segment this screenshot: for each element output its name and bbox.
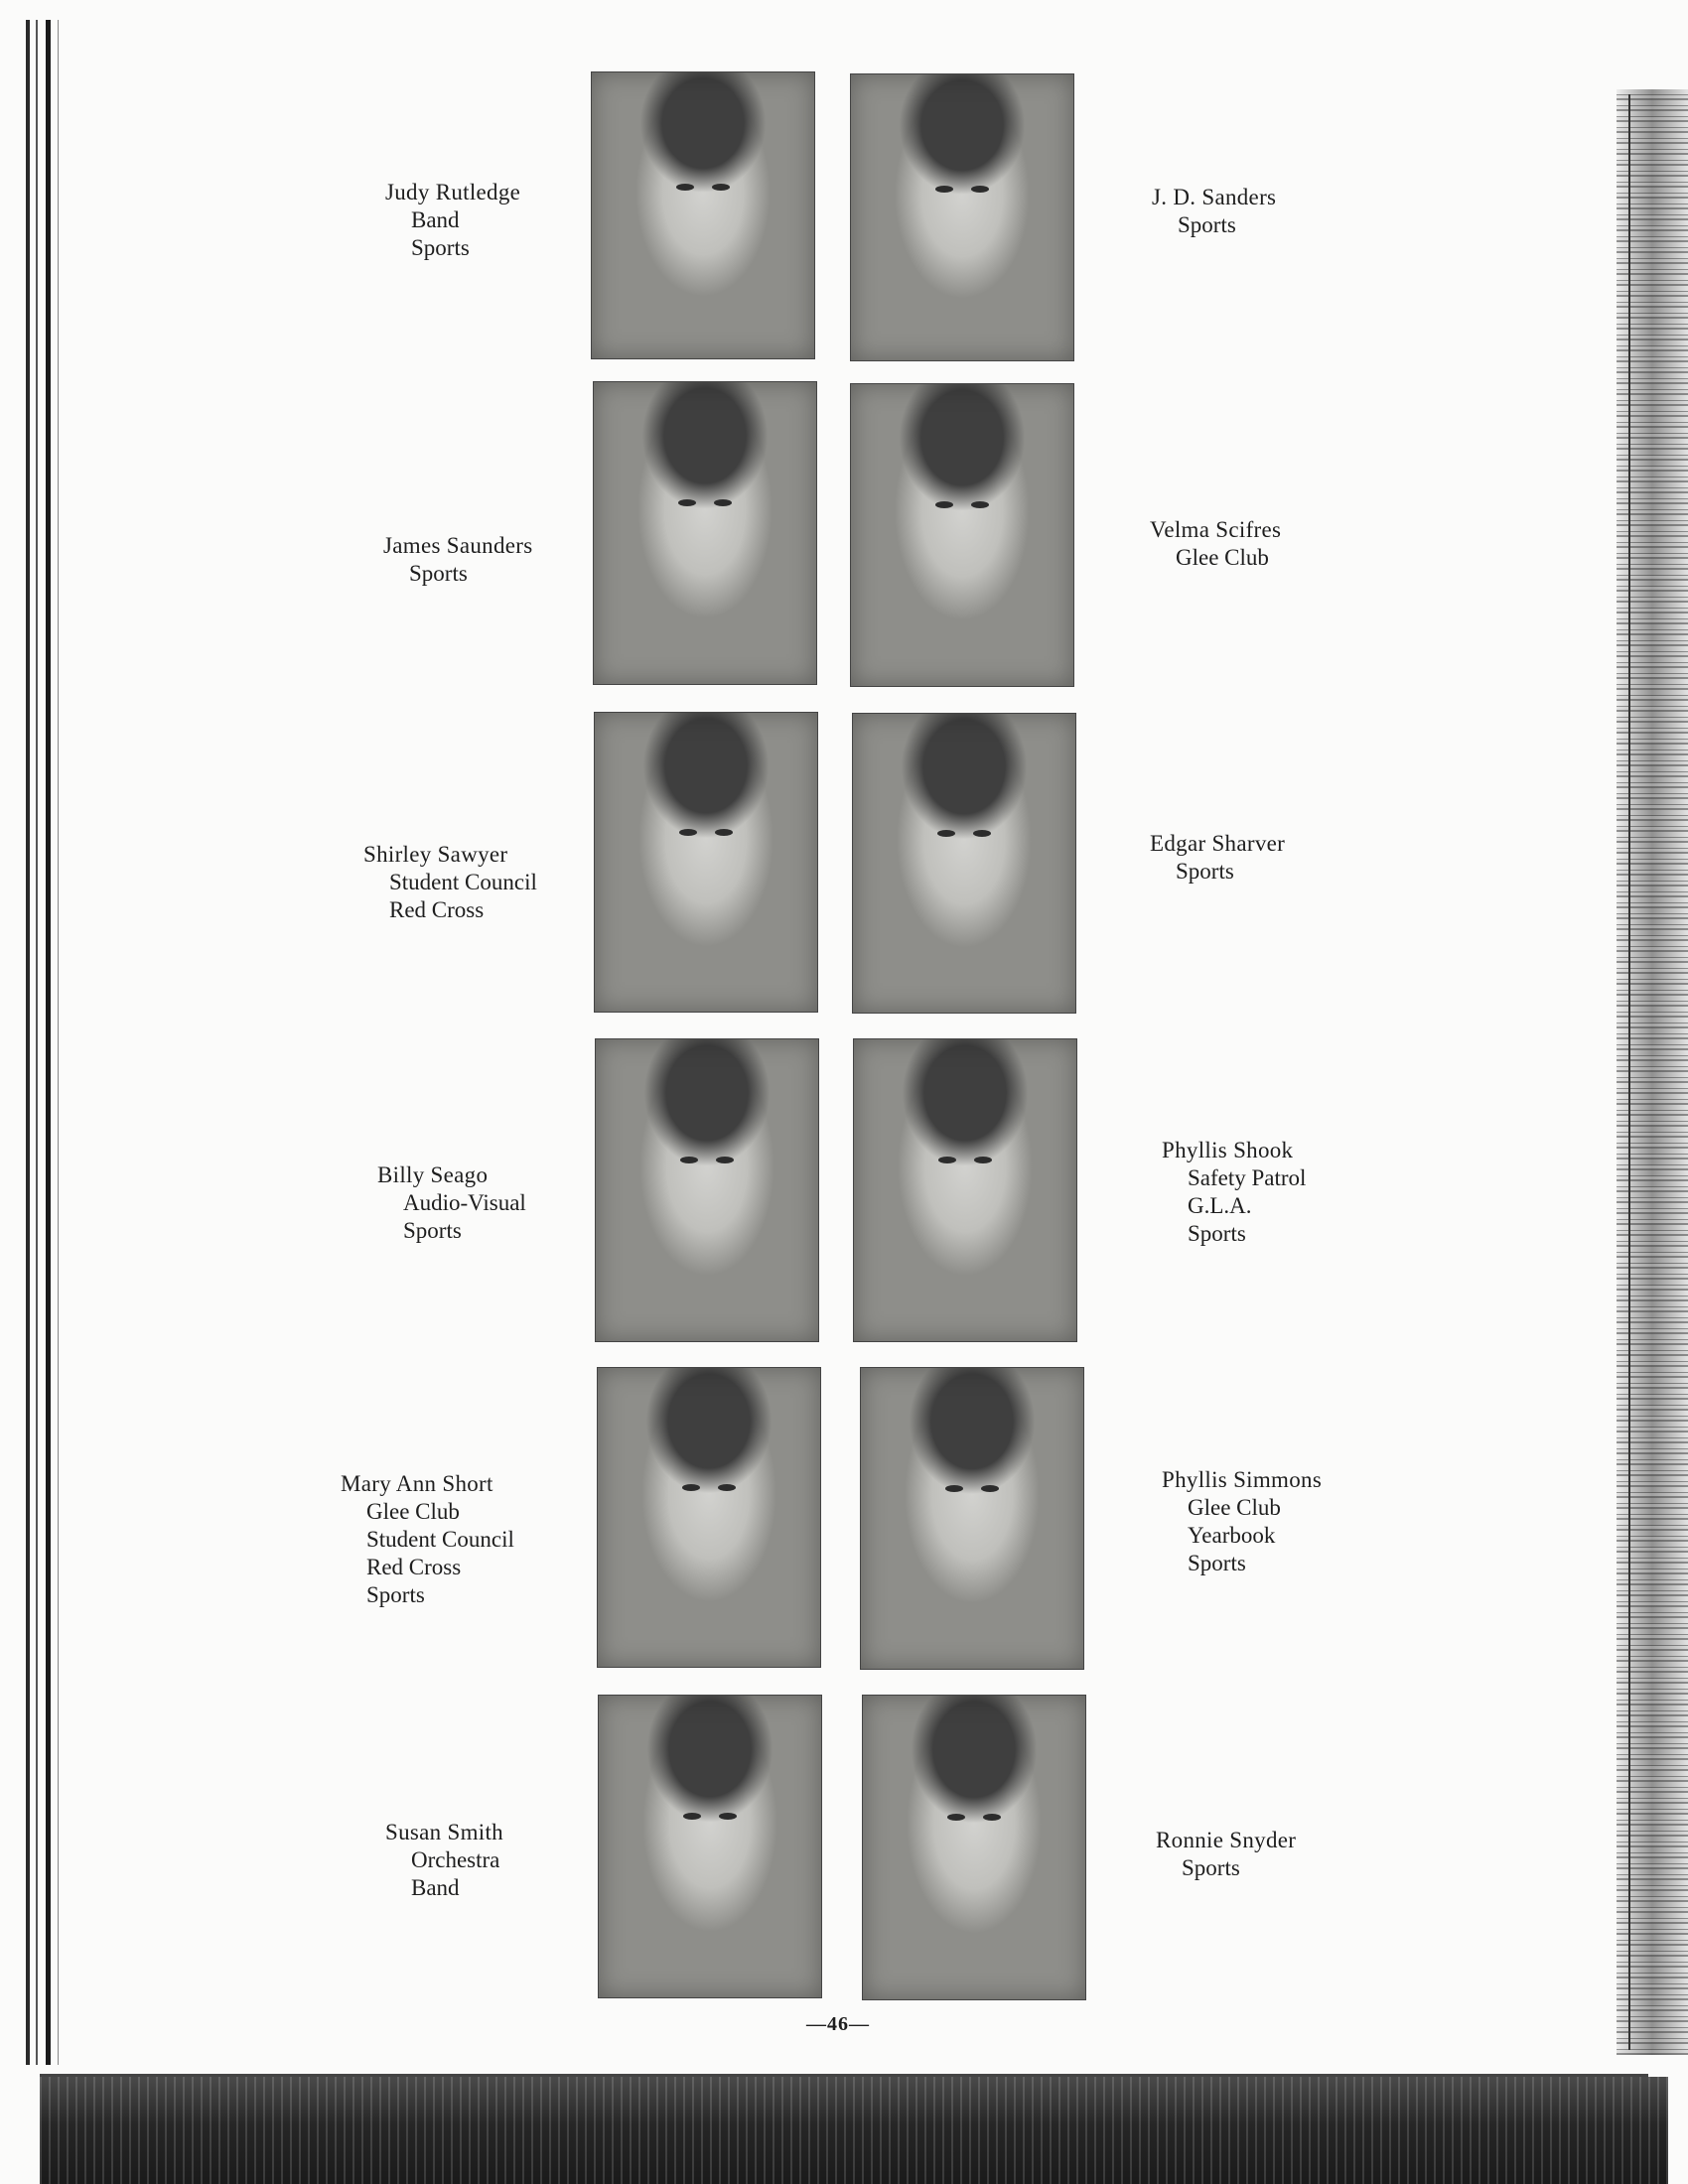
student-caption (341, 1470, 514, 1609)
page-number: — 46 — (0, 2013, 1688, 2036)
student-portrait (598, 1695, 822, 1998)
student-activity: Sports (1178, 212, 1236, 237)
student-portrait (850, 73, 1074, 361)
student-name: Velma Scifres (1150, 517, 1282, 542)
page-border-rule (1628, 94, 1630, 2050)
student-name: Phyllis Shook (1162, 1138, 1294, 1162)
student-name: Ronnie Snyder (1156, 1828, 1297, 1852)
student-portrait (862, 1695, 1086, 2000)
student-name: Susan Smith (385, 1820, 503, 1844)
student-activity: Sports (1182, 1855, 1240, 1880)
student-caption (383, 532, 532, 588)
student-activity: Red Cross (389, 897, 485, 922)
student-caption (385, 179, 520, 262)
student-activity: Sports (1188, 1551, 1246, 1575)
student-activity: Glee Club (1176, 545, 1269, 570)
student-activity: Sports (409, 561, 468, 586)
student-caption (363, 841, 537, 924)
scan-bottom-band (40, 2077, 1668, 2184)
student-activity: Glee Club (1188, 1495, 1281, 1520)
student-portrait (594, 712, 818, 1013)
student-activity: Safety Patrol (1188, 1165, 1307, 1190)
student-portrait (850, 383, 1074, 687)
student-name: Billy Seago (377, 1162, 489, 1187)
student-caption (385, 1819, 503, 1902)
binding-edge (36, 20, 38, 2065)
student-caption (1150, 830, 1285, 886)
student-activity: Band (411, 207, 460, 232)
student-portrait (595, 1038, 819, 1342)
student-portrait (593, 381, 817, 685)
student-activity: Band (411, 1875, 460, 1900)
student-name: Mary Ann Short (341, 1471, 493, 1496)
binding-edge (58, 20, 59, 2065)
student-activity: Sports (403, 1218, 462, 1243)
student-activity: Orchestra (411, 1847, 500, 1872)
student-activity: Audio-Visual (403, 1190, 526, 1215)
student-caption (1162, 1466, 1322, 1577)
student-activity: Sports (411, 235, 470, 260)
scan-edge-noise (1617, 89, 1688, 2055)
student-activity: Sports (1188, 1221, 1246, 1246)
student-activity: Student Council (366, 1527, 514, 1552)
student-name: Phyllis Simmons (1162, 1467, 1323, 1492)
student-activity: G.L.A. (1188, 1193, 1252, 1218)
student-name: Judy Rutledge (385, 180, 521, 205)
student-activity: Student Council (389, 870, 537, 894)
student-caption (377, 1161, 526, 1245)
student-activity: Glee Club (366, 1499, 460, 1524)
student-activity: Yearbook (1188, 1523, 1276, 1548)
student-caption (1156, 1827, 1296, 1882)
student-name: Edgar Sharver (1150, 831, 1286, 856)
student-caption (1162, 1137, 1306, 1248)
student-activity: Sports (366, 1582, 425, 1607)
student-name: J. D. Sanders (1152, 185, 1277, 209)
student-portrait (591, 71, 815, 359)
student-name: James Saunders (383, 533, 533, 558)
student-portrait (597, 1367, 821, 1668)
student-portrait (860, 1367, 1084, 1670)
binding-edge (26, 20, 30, 2065)
student-portrait (853, 1038, 1077, 1342)
student-portrait (852, 713, 1076, 1014)
student-name: Shirley Sawyer (363, 842, 508, 867)
binding-edge (46, 20, 51, 2065)
student-activity: Sports (1176, 859, 1234, 884)
student-caption (1152, 184, 1276, 239)
student-caption (1150, 516, 1281, 572)
student-activity: Red Cross (366, 1555, 462, 1579)
